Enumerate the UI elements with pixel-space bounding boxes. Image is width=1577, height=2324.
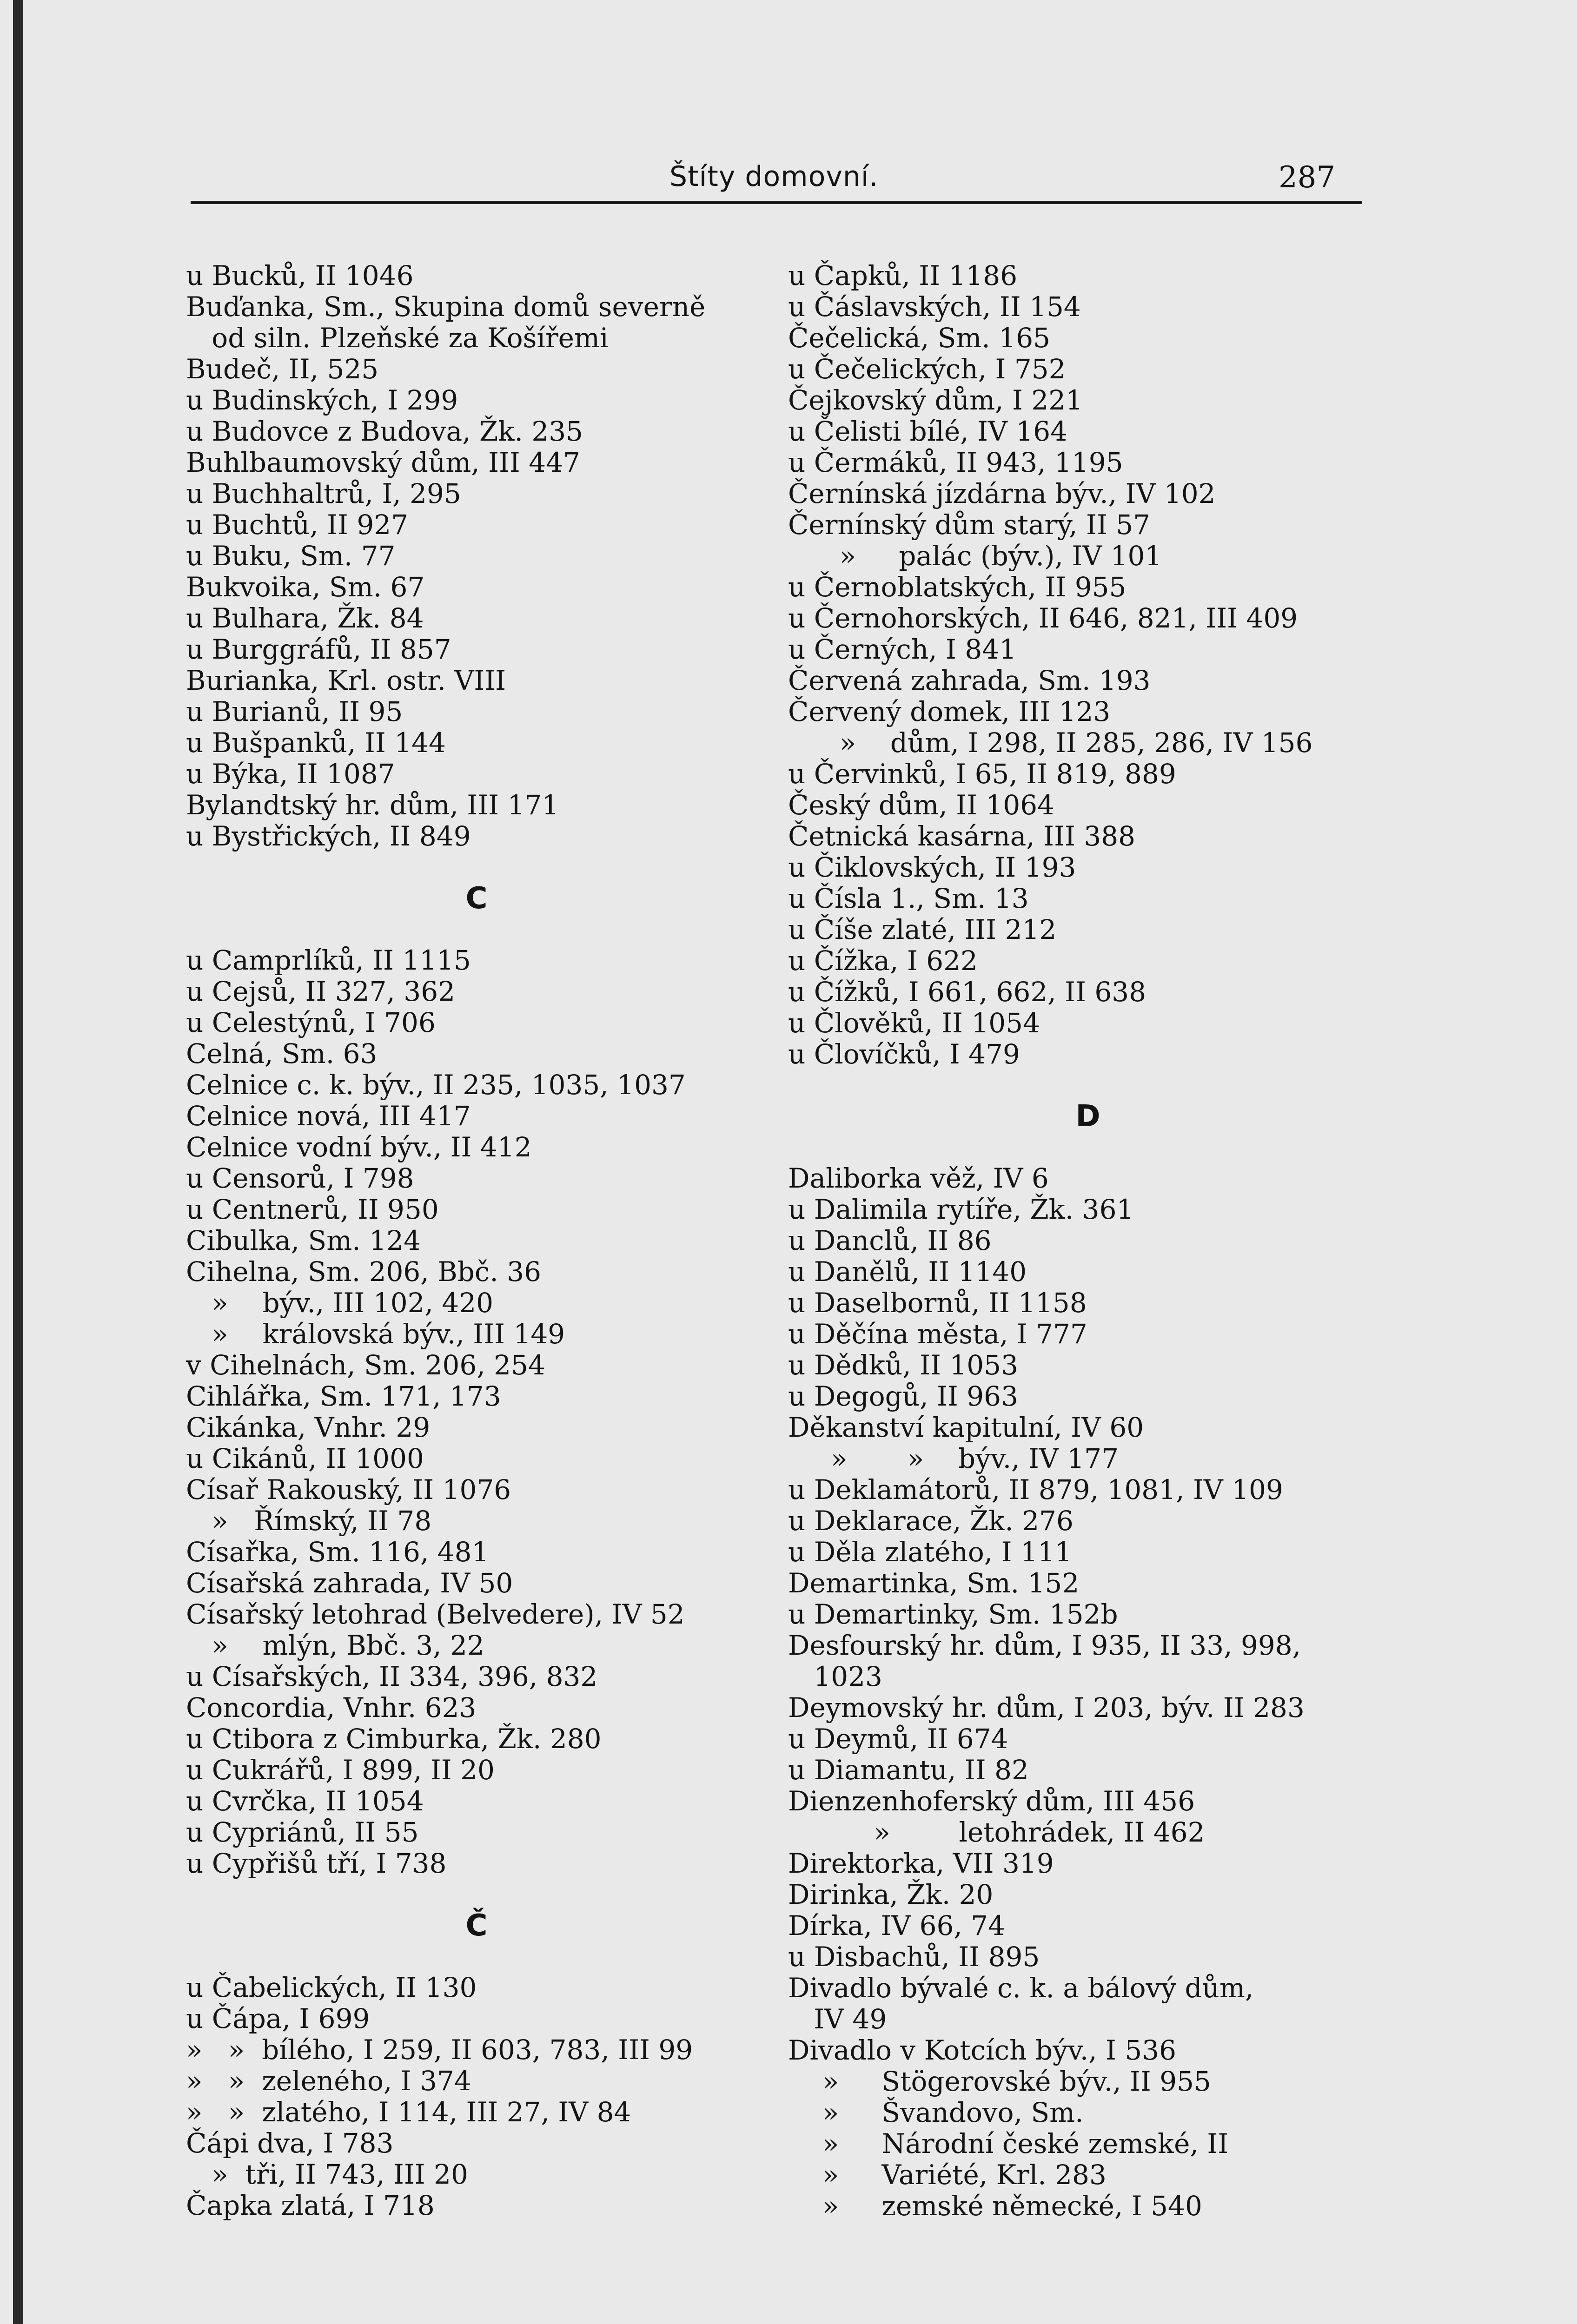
index-entry: u Čečelických, I 752 xyxy=(788,353,1066,385)
page-number: 287 xyxy=(1279,160,1336,195)
index-entry: u Císařských, II 334, 396, 832 xyxy=(186,1661,598,1692)
index-entry: u Bucků, II 1046 xyxy=(186,260,414,291)
index-entry: u Censorů, I 798 xyxy=(186,1162,414,1194)
index-entry: Concordia, Vnhr. 623 xyxy=(186,1692,477,1723)
index-entry: u Černohorských, II 646, 821, III 409 xyxy=(788,602,1298,634)
index-entry: u Disbachů, II 895 xyxy=(788,1941,1040,1973)
index-entry: u Čiklovských, II 193 xyxy=(788,852,1076,883)
index-entry: Celnice nová, III 417 xyxy=(186,1100,471,1132)
index-entry: » Stögerovské býv., II 955 xyxy=(788,2066,1211,2097)
index-entry: u Bulhara, Žk. 84 xyxy=(186,602,424,634)
index-entry: Červený domek, III 123 xyxy=(788,696,1111,727)
index-entry: Celnice c. k. býv., II 235, 1035, 1037 xyxy=(186,1069,686,1101)
index-entry: Císařka, Sm. 116, 481 xyxy=(186,1536,489,1568)
index-entry: u Člověků, II 1054 xyxy=(788,1007,1040,1039)
index-entry: u Celestýnů, I 706 xyxy=(186,1007,436,1038)
index-entry: » Švandovo, Sm. xyxy=(788,2097,1084,2128)
index-entry: u Deymů, II 674 xyxy=(788,1723,1008,1755)
index-entry: Dirinka, Žk. 20 xyxy=(788,1879,994,1910)
index-entry: u Číše zlaté, III 212 xyxy=(788,914,1057,945)
index-entry: u Buchhaltrů, I, 295 xyxy=(186,478,461,509)
index-entry: Buhlbaumovský dům, III 447 xyxy=(186,447,580,478)
index-entry: u Deklarace, Žk. 276 xyxy=(788,1505,1073,1537)
index-entry: Buďanka, Sm., Skupina domů severně xyxy=(186,291,706,323)
index-entry: Divadlo bývalé c. k. a bálový dům, xyxy=(788,1972,1254,2004)
index-entry: » tři, II 743, III 20 xyxy=(186,2159,468,2190)
index-entry: u Centnerů, II 950 xyxy=(186,1194,439,1225)
index-entry: od siln. Plzeňské za Košířemi xyxy=(186,322,609,354)
section-heading: D xyxy=(1075,1099,1100,1134)
index-entry: u Dědků, II 1053 xyxy=(788,1349,1018,1381)
index-entry: u Cypřišů tří, I 738 xyxy=(186,1848,447,1879)
index-entry: u Cikánů, II 1000 xyxy=(186,1443,424,1474)
index-entry: Český dům, II 1064 xyxy=(788,789,1055,821)
index-entry: » dům, I 298, II 285, 286, IV 156 xyxy=(788,727,1313,759)
index-entry: u Červinků, I 65, II 819, 889 xyxy=(788,758,1176,790)
index-entry: u Človíčků, I 479 xyxy=(788,1038,1020,1070)
index-entry: v Cihelnách, Sm. 206, 254 xyxy=(186,1349,545,1381)
index-entry: » » býv., IV 177 xyxy=(788,1443,1119,1474)
index-entry: Deymovský hr. dům, I 203, býv. II 283 xyxy=(788,1692,1305,1723)
left-column xyxy=(186,260,767,2221)
index-entry: Budeč, II, 525 xyxy=(186,353,379,385)
index-entry: Dírka, IV 66, 74 xyxy=(788,1910,1006,1941)
index-entry: » palác (býv.), IV 101 xyxy=(788,540,1162,572)
index-entry: Celnice vodní býv., II 412 xyxy=(186,1131,532,1163)
section-heading: C xyxy=(465,881,488,916)
index-entry: » Národní české zemské, II xyxy=(788,2128,1229,2159)
index-entry: Celná, Sm. 63 xyxy=(186,1038,378,1070)
index-entry: u Demartinky, Sm. 152b xyxy=(788,1598,1118,1630)
index-entry: u Camprlíků, II 1115 xyxy=(186,944,471,976)
index-entry: » Římský, II 78 xyxy=(186,1505,432,1537)
index-entry: u Danělů, II 1140 xyxy=(788,1256,1027,1287)
index-entry: u Deklamátorů, II 879, 1081, IV 109 xyxy=(788,1474,1283,1505)
index-entry: u Čížka, I 622 xyxy=(788,945,978,977)
index-entry: Dienzenhoferský dům, III 456 xyxy=(788,1785,1195,1817)
index-entry: u Býka, II 1087 xyxy=(186,758,395,790)
index-entry: u Diamantu, II 82 xyxy=(788,1754,1029,1786)
index-entry: Daliborka věž, IV 6 xyxy=(788,1162,1049,1194)
header-rule xyxy=(191,201,1362,204)
index-entry: u Bušpanků, II 144 xyxy=(186,727,446,759)
index-entry: Černínská jízdárna býv., IV 102 xyxy=(788,478,1216,509)
index-entry: Černínský dům starý, II 57 xyxy=(788,509,1151,541)
index-entry: Císař Rakouský, II 1076 xyxy=(186,1474,511,1505)
index-entry: u Burggráfů, II 857 xyxy=(186,634,451,665)
index-entry: » zemské německé, I 540 xyxy=(788,2190,1202,2222)
index-entry: u Čelisti bílé, IV 164 xyxy=(788,416,1068,447)
index-entry: Císařský letohrad (Belvedere), IV 52 xyxy=(186,1598,685,1630)
index-entry: » letohrádek, II 462 xyxy=(788,1816,1205,1848)
index-entry: u Burianů, II 95 xyxy=(186,696,403,727)
index-entry: Desfourský hr. dům, I 935, II 33, 998, xyxy=(788,1630,1301,1661)
scan-edge-left xyxy=(13,0,23,2324)
index-entry: » » bílého, I 259, II 603, 783, III 99 xyxy=(186,2034,693,2066)
index-entry: u Čáslavských, II 154 xyxy=(788,291,1081,323)
index-entry: u Bystřických, II 849 xyxy=(186,820,471,852)
index-entry: u Ctibora z Cimburka, Žk. 280 xyxy=(186,1723,602,1755)
right-column xyxy=(788,260,1388,2222)
index-entry: u Buku, Sm. 77 xyxy=(186,540,396,572)
index-entry: Bukvoika, Sm. 67 xyxy=(186,571,425,603)
index-entry: 1023 xyxy=(788,1661,882,1692)
index-entry: Děkanství kapitulní, IV 60 xyxy=(788,1412,1144,1443)
index-entry: u Děla zlatého, I 111 xyxy=(788,1536,1072,1568)
index-entry: Direktorka, VII 319 xyxy=(788,1848,1054,1879)
index-entry: IV 49 xyxy=(788,2003,887,2035)
index-entry: Čejkovský dům, I 221 xyxy=(788,384,1083,416)
running-header-title: Štíty domovní. xyxy=(669,160,879,193)
index-entry: Bylandtský hr. dům, III 171 xyxy=(186,789,559,821)
index-entry: u Cvrčka, II 1054 xyxy=(186,1785,424,1817)
index-entry: u Čabelických, II 130 xyxy=(186,1972,477,2003)
index-entry: u Čísla 1., Sm. 13 xyxy=(788,883,1029,914)
index-entry: Demartinka, Sm. 152 xyxy=(788,1567,1080,1599)
index-entry: Cihlářka, Sm. 171, 173 xyxy=(186,1380,501,1412)
index-entry: u Černých, I 841 xyxy=(788,634,1017,665)
index-entry: u Čápa, I 699 xyxy=(186,2003,370,2034)
index-entry: Čečelická, Sm. 165 xyxy=(788,322,1050,354)
index-entry: Divadlo v Kotcích býv., I 536 xyxy=(788,2034,1177,2066)
index-entry: » býv., III 102, 420 xyxy=(186,1287,494,1319)
index-entry: Cihelna, Sm. 206, Bbč. 36 xyxy=(186,1256,542,1287)
index-entry: u Daselbornů, II 1158 xyxy=(788,1287,1087,1319)
index-entry: » » zlatého, I 114, III 27, IV 84 xyxy=(186,2096,631,2128)
index-entry: Čápi dva, I 783 xyxy=(186,2127,394,2159)
index-entry: u Cypriánů, II 55 xyxy=(186,1816,419,1848)
index-entry: u Degogů, II 963 xyxy=(788,1380,1018,1412)
index-entry: » mlýn, Bbč. 3, 22 xyxy=(186,1630,484,1661)
index-entry: » » zeleného, I 374 xyxy=(186,2065,471,2097)
index-entry: » královská býv., III 149 xyxy=(186,1318,565,1350)
index-entry: » Variété, Krl. 283 xyxy=(788,2159,1107,2191)
section-heading: Č xyxy=(465,1908,488,1943)
index-entry: Císařská zahrada, IV 50 xyxy=(186,1567,513,1599)
index-entry: u Budinských, I 299 xyxy=(186,384,458,416)
index-entry: u Cejsů, II 327, 362 xyxy=(186,976,456,1007)
index-entry: u Dalimila rytíře, Žk. 361 xyxy=(788,1194,1134,1225)
index-entry: u Budovce z Budova, Žk. 235 xyxy=(186,416,583,447)
index-entry: u Čapků, II 1186 xyxy=(788,260,1018,291)
index-entry: u Buchtů, II 927 xyxy=(186,509,409,541)
index-entry: u Děčína města, I 777 xyxy=(788,1318,1087,1350)
index-entry: u Čížků, I 661, 662, II 638 xyxy=(788,976,1146,1008)
index-entry: Cikánka, Vnhr. 29 xyxy=(186,1412,431,1443)
index-entry: u Čermáků, II 943, 1195 xyxy=(788,447,1123,478)
index-entry: Cibulka, Sm. 124 xyxy=(186,1225,421,1256)
index-entry: u Danclů, II 86 xyxy=(788,1225,992,1256)
index-entry: Čapka zlatá, I 718 xyxy=(186,2190,435,2221)
index-entry: Četnická kasárna, III 388 xyxy=(788,820,1136,852)
index-entry: u Cukrářů, I 899, II 20 xyxy=(186,1754,495,1786)
index-entry: Burianka, Krl. ostr. VIII xyxy=(186,665,506,696)
index-entry: u Černoblatských, II 955 xyxy=(788,571,1126,603)
index-entry: Červená zahrada, Sm. 193 xyxy=(788,665,1151,696)
